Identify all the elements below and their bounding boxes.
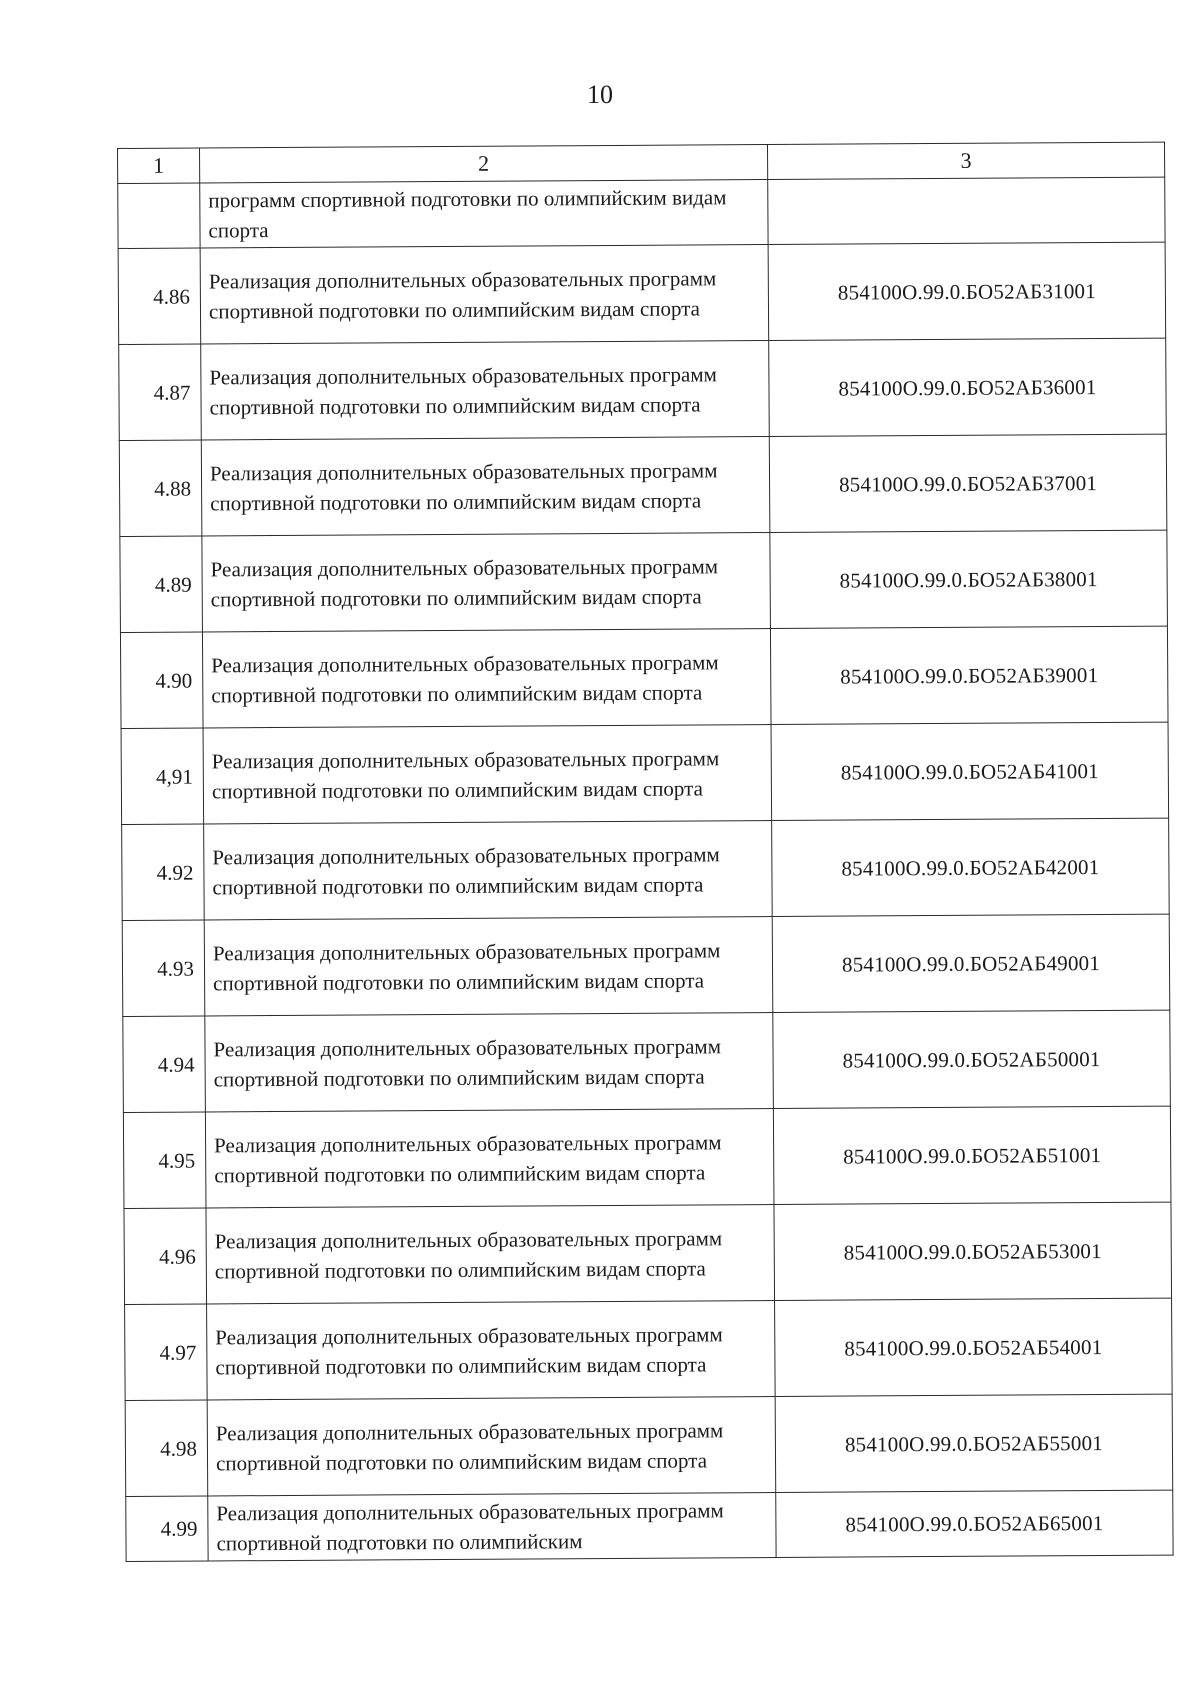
- row-description: Реализация дополнительных образовательных программ спортивной подготовки по олимпийским видам спорта: [205, 1109, 774, 1208]
- row-code: 854100О.99.0.БО52АБ37001: [769, 434, 1167, 532]
- row-code: 854100О.99.0.БО52АБ31001: [768, 242, 1166, 340]
- row-number: 4.88: [119, 440, 202, 536]
- row-number: 4.92: [122, 824, 205, 920]
- table-row: [124, 1202, 1172, 1304]
- row-number: 4.89: [120, 536, 203, 632]
- table-row: [119, 338, 1167, 440]
- row-number: 4.99: [126, 1496, 208, 1561]
- row-number: [118, 183, 200, 248]
- row-description: Реализация дополнительных образовательных программ спортивной подготовки по олимпийским видам спорта: [204, 917, 773, 1016]
- column-header-2: 2: [200, 145, 768, 183]
- row-description: Реализация дополнительных образовательных программ спортивной подготовки по олимпийским видам спорта: [204, 821, 773, 920]
- row-description: Реализация дополнительных образовательных программ спортивной подготовки по олимпийским видам спорта: [201, 437, 770, 536]
- row-code: 854100О.99.0.БО52АБ50001: [773, 1010, 1171, 1108]
- row-number: 4.98: [125, 1400, 208, 1496]
- row-code: 854100О.99.0.БО52АБ41001: [771, 722, 1169, 820]
- table-row: [118, 242, 1166, 344]
- row-code: [768, 177, 1165, 244]
- row-description: Реализация дополнительных образовательных программ спортивной подготовки по олимпийским видам спорта: [200, 245, 769, 344]
- table-row: [122, 914, 1170, 1016]
- row-number: 4.95: [123, 1112, 206, 1208]
- row-code: 854100О.99.0.БО52АБ65001: [776, 1490, 1173, 1557]
- row-description: Реализация дополнительных образовательных программ спортивной подготовки по олимпийским видам спорта: [205, 1013, 774, 1112]
- table-row: [120, 626, 1168, 728]
- row-number: 4.90: [120, 632, 203, 728]
- table-row: [123, 1010, 1171, 1112]
- row-description: Реализация дополнительных образовательных программ спортивной подготовки по олимпийским: [208, 1493, 776, 1561]
- table-row: [125, 1394, 1173, 1496]
- row-number: 4.94: [123, 1016, 206, 1112]
- row-description: Реализация дополнительных образовательных программ спортивной подготовки по олимпийским видам спорта: [201, 341, 770, 440]
- row-number: 4.93: [122, 920, 205, 1016]
- row-number: 4,91: [121, 728, 204, 824]
- continuation-row: [118, 177, 1165, 248]
- column-header-1: 1: [118, 148, 200, 184]
- services-table: [117, 142, 1174, 1562]
- page-number: 10: [587, 80, 613, 109]
- row-number: 4.86: [118, 248, 201, 344]
- table-row: [122, 818, 1170, 920]
- table-row: [120, 530, 1168, 632]
- row-description: Реализация дополнительных образовательных программ спортивной подготовки по олимпийским видам спорта: [206, 1205, 775, 1304]
- row-code: 854100О.99.0.БО52АБ38001: [770, 530, 1168, 628]
- row-code: 854100О.99.0.БО52АБ49001: [772, 914, 1170, 1012]
- row-code: 854100О.99.0.БО52АБ55001: [775, 1394, 1173, 1492]
- row-description: программ спортивной подготовки по олимпийским видам спорта: [200, 180, 768, 248]
- row-code: 854100О.99.0.БО52АБ42001: [772, 818, 1170, 916]
- row-number: 4.87: [119, 344, 202, 440]
- row-number: 4.97: [125, 1304, 208, 1400]
- column-header-3: 3: [767, 142, 1164, 179]
- table-row: [121, 722, 1169, 824]
- table-row: [126, 1490, 1173, 1561]
- row-description: Реализация дополнительных образовательных программ спортивной подготовки по олимпийским видам спорта: [202, 629, 771, 728]
- table-row: [125, 1298, 1173, 1400]
- row-code: 854100О.99.0.БО52АБ53001: [774, 1202, 1172, 1300]
- row-description: Реализация дополнительных образовательных программ спортивной подготовки по олимпийским видам спорта: [203, 725, 772, 824]
- row-description: Реализация дополнительных образовательных программ спортивной подготовки по олимпийским видам спорта: [207, 1301, 776, 1400]
- row-code: 854100О.99.0.БО52АБ54001: [775, 1298, 1173, 1396]
- row-code: 854100О.99.0.БО52АБ36001: [769, 338, 1167, 436]
- table-row: [119, 434, 1167, 536]
- row-number: 4.96: [124, 1208, 207, 1304]
- row-description: Реализация дополнительных образовательных программ спортивной подготовки по олимпийским видам спорта: [207, 1397, 776, 1496]
- row-code: 854100О.99.0.БО52АБ39001: [770, 626, 1168, 724]
- row-code: 854100О.99.0.БО52АБ51001: [773, 1106, 1171, 1204]
- row-description: Реализация дополнительных образовательных программ спортивной подготовки по олимпийским видам спорта: [202, 533, 771, 632]
- table-row: [123, 1106, 1171, 1208]
